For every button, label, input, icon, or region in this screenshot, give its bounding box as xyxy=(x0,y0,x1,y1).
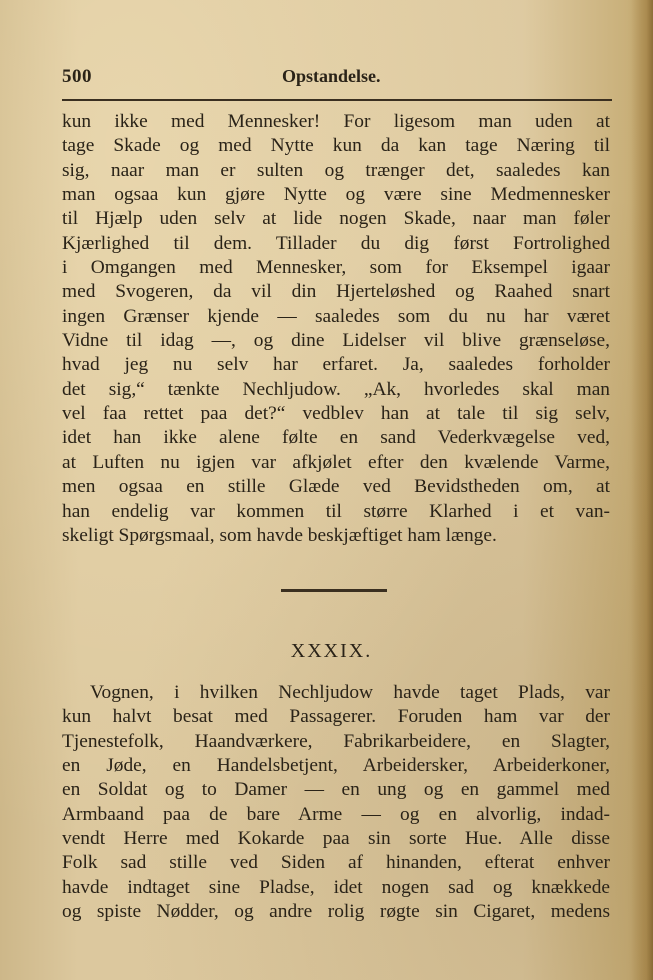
text-line: vendt Herre med Kokarde paa sin sorte Hue. Alle disse xyxy=(62,828,610,850)
text-line: en Jøde, en Handelsbetjent, Arbeidersker, Arbeiderkoner, xyxy=(62,755,610,777)
text-line: kun ikke med Mennesker! For ligesom man uden at xyxy=(62,111,610,132)
text-line: idet han ikke alene følte en sand Vederkvægelse ved, xyxy=(62,427,610,449)
text-line: man ogsaa kun gjøre Nytte og være sine Medmennesker xyxy=(62,184,610,206)
text-line: havde indtaget sine Pladse, idet nogen sad og knækkede xyxy=(62,876,610,898)
text-line: hvad jeg nu selv har erfaret. Ja, saaledes forholder xyxy=(62,354,610,376)
text-line: vel faa rettet paa det?“ vedblev han at tale til sig selv, xyxy=(62,403,610,425)
text-line: det sig,“ tænkte Nechljudow. „Ak, hvorledes skal man xyxy=(62,378,610,400)
text-line: skeligt Spørgsmaal, som havde beskjæftiget ham længe. xyxy=(62,524,497,546)
text-line: Kjærlighed til dem. Tillader du dig først Fortrolighed xyxy=(62,232,610,254)
chapter-heading: XXXIX. xyxy=(290,640,373,662)
paragraph-1 xyxy=(62,110,610,548)
text-line: at Luften nu igjen var afkjølet efter den kvælende Varme, xyxy=(62,451,610,473)
text-line: med Svogeren, da vil din Hjerteløshed og Raahed snart xyxy=(62,281,610,303)
text-line: Tjenestefolk, Haandværkere, Fabrikarbeidere, en Slagter, xyxy=(62,730,610,752)
text-line: i Omgangen med Mennesker, som for Eksempel igaar xyxy=(62,257,610,279)
page-edge-shadow xyxy=(631,0,653,980)
text-line: Vidne til idag —, og dine Lidelser vil blive grænseløse, xyxy=(62,330,610,352)
running-title: Opstandelse. xyxy=(282,66,381,86)
text-line: Folk sad stille ved Siden af hinanden, efterat enhver xyxy=(62,852,610,874)
text-line: til Hjælp uden selv at lide nogen Skade, naar man føler xyxy=(62,208,610,230)
section-separator xyxy=(281,589,387,592)
paragraph-2 xyxy=(62,681,610,924)
header-rule xyxy=(62,99,612,101)
text-line: og spiste Nødder, og andre rolig røgte sin Cigaret, medens xyxy=(62,901,610,923)
text-line: Armbaand paa de bare Arme — og en alvorlig, indad- xyxy=(62,803,610,825)
text-line: sig, naar man er sulten og trænger det, saaledes kan xyxy=(62,159,610,181)
text-line: ingen Grænser kjende — saaledes som du nu har været xyxy=(62,305,610,327)
text-line: men ogsaa en stille Glæde ved Bevidstheden om, at xyxy=(62,476,610,498)
text-line: kun halvt besat med Passagerer. Foruden ham var der xyxy=(62,706,610,728)
text-line: Vognen, i hvilken Nechljudow havde taget Plads, var xyxy=(90,682,610,703)
page-number: 500 xyxy=(62,66,92,87)
page-header xyxy=(62,66,610,90)
text-line: han endelig var kommen til større Klarhed i et van- xyxy=(62,500,610,522)
text-line: en Soldat og to Damer — en ung og en gammel med xyxy=(62,779,610,801)
text-line: tage Skade og med Nytte kun da kan tage Næring til xyxy=(62,135,610,157)
